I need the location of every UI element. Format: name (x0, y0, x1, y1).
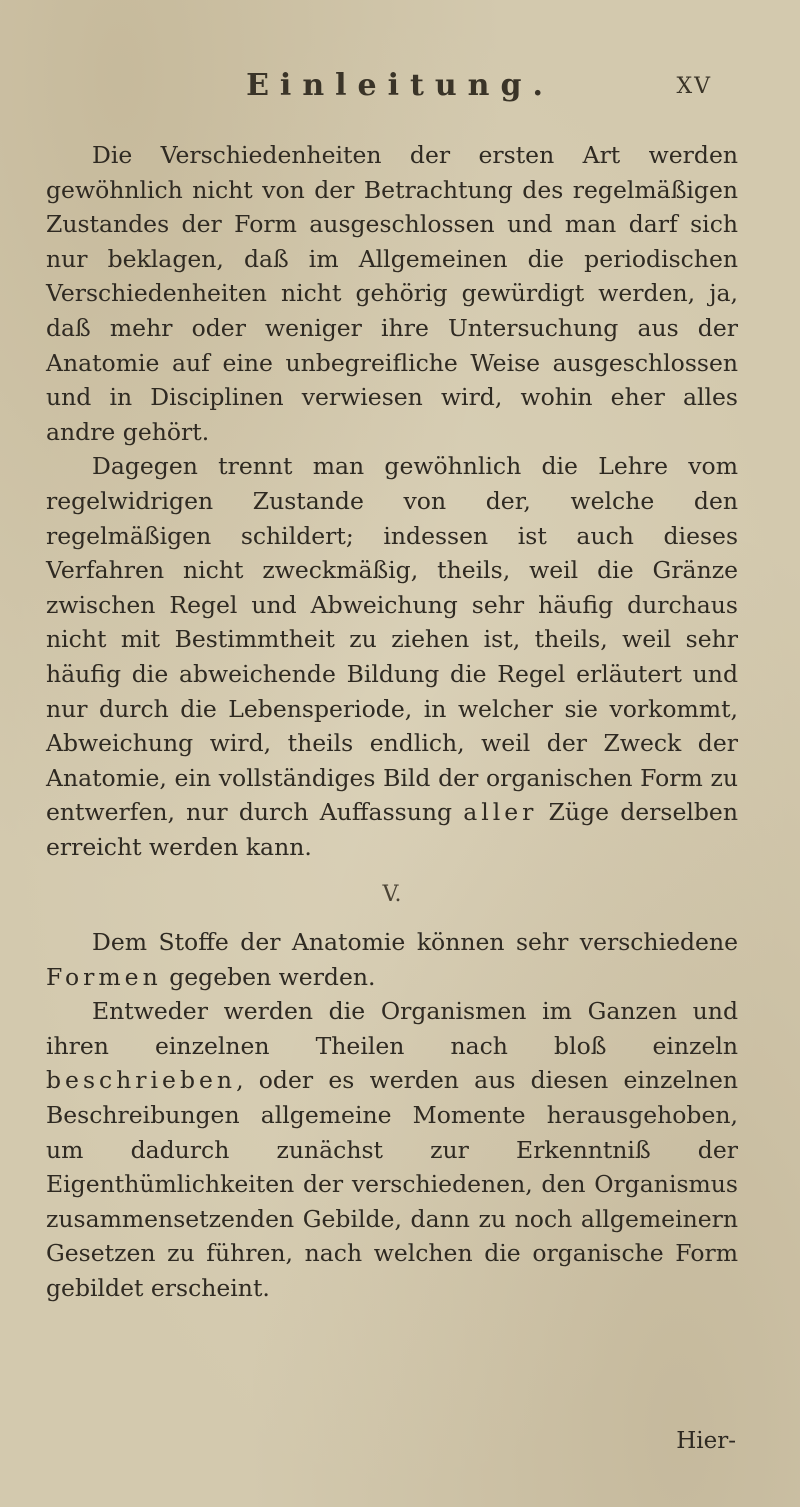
paragraph-4-text-b: , oder es werden aus diesen einzelnen Beschreibungen allgemeine Momente herausgehoben, um dadurch zunächst zur Erkenntniß der Eigenthümlichkeiten der verschiedenen, den Organismus zusammensetzenden Gebilde, dann zu noch allgemeinern Gesetzen zu führen, nach welchen die organische Form gebildet erscheint. (46, 1066, 738, 1302)
paragraph-3 (46, 925, 738, 994)
paragraph-2 (46, 449, 738, 864)
emphasized-word-aller: aller (463, 798, 538, 827)
paragraph-2-text-b: Züge derselben erreicht werden kann. (46, 798, 738, 861)
paragraph-1: Die Verschiedenheiten der ersten Art werden gewöhnlich nicht von der Betrachtung des regelmäßigen Zustandes der Form ausgeschlossen und man darf sich nur beklagen, daß im Allgemeinen die periodischen Verschiedenheiten nicht gehörig gewürdigt werden, ja, daß mehr oder weniger ihre Untersuchung aus der Anatomie auf eine unbegreifliche Weise ausgeschlossen und in Disciplinen verwiesen wird, wohin eher alles andre gehört. (46, 141, 738, 446)
paragraph-4-text-a: Entweder werden die Organismen im Ganzen und ihren einzelnen Theilen nach bloß einzeln (46, 997, 738, 1060)
paragraph-2-text-a: Dagegen trennt man gewöhnlich die Lehre vom regelwidrigen Zustande von der, welche den regelmäßigen schildert; indessen ist auch dieses Verfahren nicht zweckmäßig, theils, weil die Gränze zwischen Regel und Abweichung sehr häufig durchaus nicht mit Bestimmtheit zu ziehen ist, theils, weil sehr häufig die abweichende Bildung die Regel erläutert und nur durch die Lebensperiode, in welcher sie vorkommt, Abweichung wird, theils endlich, weil der Zweck der Anatomie, ein vollständiges Bild der organischen Form zu entwerfen, nur durch Auffassung (46, 452, 738, 827)
body-text (46, 138, 738, 1306)
page-number: XV (676, 74, 712, 99)
paragraph-4 (46, 994, 738, 1305)
section-number: V. (382, 882, 402, 908)
running-head: Einleitung. (246, 68, 554, 103)
page-header (0, 68, 800, 112)
catchword: Hier- (676, 1428, 736, 1454)
paragraph-3-text-b: gegeben werden. (169, 962, 376, 991)
emphasized-word-beschrieben: beschrieben (46, 1066, 237, 1095)
paragraph-3-text-a: Dem Stoffe der Anatomie können sehr verschiedene (92, 928, 738, 957)
emphasized-word-formen: Formen (46, 962, 162, 991)
